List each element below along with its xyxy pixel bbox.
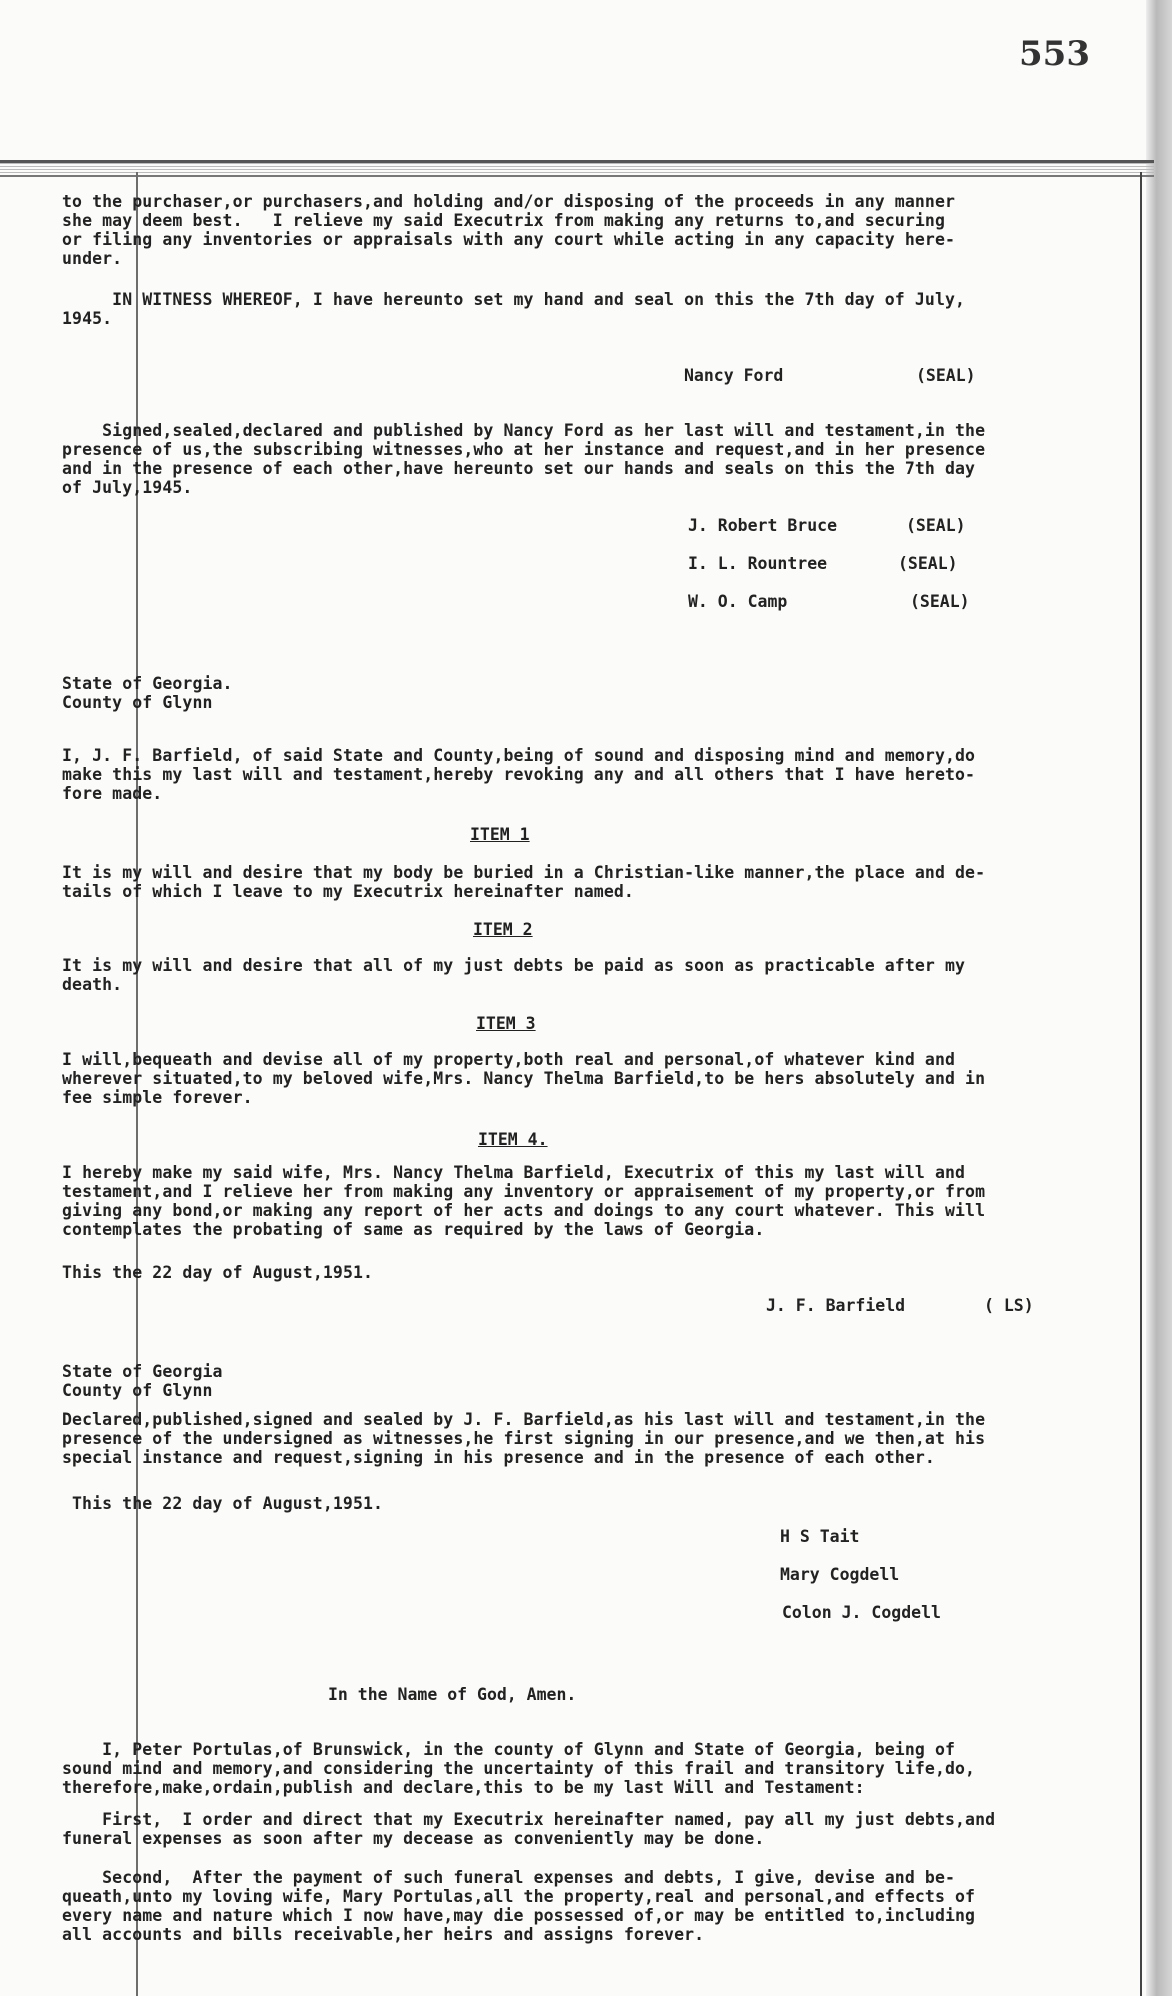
testator-signature-nancy-ford: Nancy Ford xyxy=(684,366,784,385)
item-4-heading: ITEM 4. xyxy=(478,1130,548,1149)
will-barfield-intro: I, J. F. Barfield, of said State and County,being of sound and disposing mind and memory,do make this my last will and testament,hereby revoking any and all others that I have hereto- fore made. xyxy=(62,746,976,803)
item-4-text: I hereby make my said wife, Mrs. Nancy Thelma Barfield, Executrix of this my last will and testament,and I relieve her from making any inventory or appraisement of my property,or from giving any bond,or making any report of her acts and doings to any court whatever. This will contemplates the probating of same as required by the laws of Georgia. xyxy=(62,1163,986,1239)
attestation-clause-1: Signed,sealed,declared and published by Nancy Ford as her last will and testament,in the presence of us,the subscribing witnesses,who at her instance and request,and in her presence and in the presence of each other,have hereunto set our hands and seals on this the 7th day of July,1945. xyxy=(62,421,986,497)
date-line-2: This the 22 day of August,1951. xyxy=(72,1494,384,1513)
item-1-heading: ITEM 1 xyxy=(470,825,530,844)
date-line-1: This the 22 day of August,1951. xyxy=(62,1263,374,1282)
venue-state-county-1: State of Georgia. County of Glynn xyxy=(62,674,233,712)
page-number: 553 xyxy=(1019,34,1090,74)
witness-name: Mary Cogdell xyxy=(780,1565,900,1584)
ls-seal-barfield: ( LS) xyxy=(984,1296,1034,1315)
witness-signature: J. Robert Bruce xyxy=(688,516,838,535)
paragraph-executrix-duties: to the purchaser,or purchasers,and holding and/or disposing of the proceeds in any manner she may deem best. I relieve my said Executrix from making any returns to,and securing or filing any inventories or appraisals with any court while acting in any capacity here- under. xyxy=(62,192,956,268)
witness-name: Colon J. Cogdell xyxy=(782,1603,941,1622)
header-rule xyxy=(0,160,1154,177)
attestation-clause-2: Declared,published,signed and sealed by J. F. Barfield,as his last will and testament,in the presence of the undersigned as witnesses,he first signing in our presence,and we then,at his special instance and request,signing in his presence and in the presence of each other. xyxy=(62,1410,986,1467)
will-portulas-intro: I, Peter Portulas,of Brunswick, in the county of Glynn and State of Georgia, being of sound mind and memory,and considering the uncertainty of this frail and transitory life,do, therefore,make,ordain,publish and declare,this to be my last Will and Testament: xyxy=(62,1740,976,1797)
item-3-text: I will,bequeath and devise all of my property,both real and personal,of whatever kind and wherever situated,to my beloved wife,Mrs. Nancy Thelma Barfield,to be hers absolutely and in fee simple forever. xyxy=(62,1050,986,1107)
venue-state-county-2: State of Georgia County of Glynn xyxy=(62,1362,223,1400)
witness-signature: W. O. Camp xyxy=(688,592,788,611)
seal-nancy-ford: (SEAL) xyxy=(916,366,976,385)
witness-whereof-clause: IN WITNESS WHEREOF, I have hereunto set my hand and seal on this the 7th day of July, 1945. xyxy=(62,290,966,328)
witness-seal: (SEAL) xyxy=(898,554,958,573)
item-3-heading: ITEM 3 xyxy=(476,1014,536,1033)
right-margin-line xyxy=(1140,172,1142,1996)
item-2-text: It is my will and desire that all of my just debts be paid as soon as practicable after my death. xyxy=(62,956,966,994)
page-edge-shadow xyxy=(1146,0,1172,1996)
witness-seal: (SEAL) xyxy=(906,516,966,535)
testator-signature-barfield: J. F. Barfield xyxy=(766,1296,906,1315)
will-portulas-second-clause: Second, After the payment of such funeral expenses and debts, I give, devise and be- queath,unto my loving wife, Mary Portulas,all the property,real and personal,and effects of every name and nature which I now have,may die possessed of,or may be entitled to,including all accounts and bills receivable,her heirs and assigns forever. xyxy=(62,1868,976,1944)
witness-name: H S Tait xyxy=(780,1527,860,1546)
will-portulas-title: In the Name of God, Amen. xyxy=(328,1685,577,1704)
will-portulas-first-clause: First, I order and direct that my Executrix hereinafter named, pay all my just debts,and funeral expenses as soon after my decease as conveniently may be done. xyxy=(62,1810,996,1848)
witness-signature: I. L. Rountree xyxy=(688,554,828,573)
item-2-heading: ITEM 2 xyxy=(473,920,533,939)
item-1-text: It is my will and desire that my body be buried in a Christian-like manner,the place and de- tails of which I leave to my Executrix hereinafter named. xyxy=(62,863,986,901)
witness-seal: (SEAL) xyxy=(910,592,970,611)
